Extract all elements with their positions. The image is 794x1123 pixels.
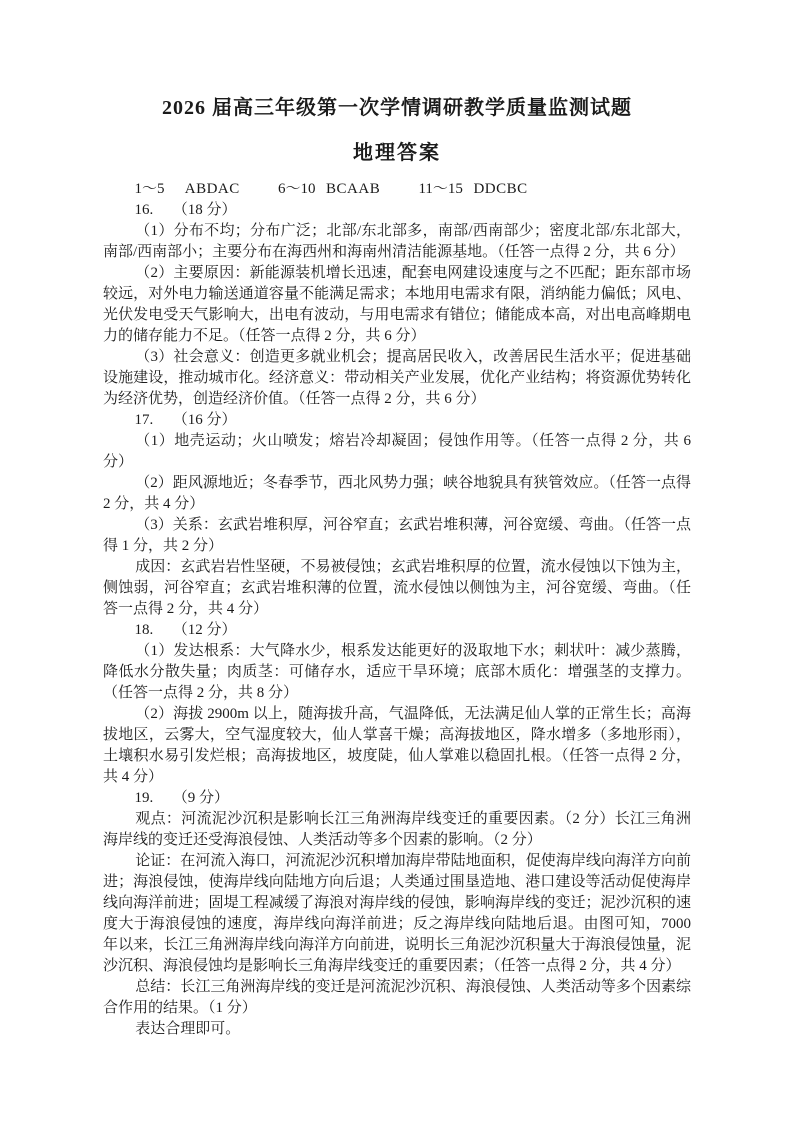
objective-answers-line xyxy=(103,179,691,200)
answers-content xyxy=(103,179,691,1040)
section-heading xyxy=(103,620,691,641)
page-subtitle: 地理答案 xyxy=(353,142,441,164)
answer-group xyxy=(278,179,380,200)
question-score: （16 分） xyxy=(172,412,237,428)
section-question-17 xyxy=(103,410,691,620)
answer-paragraph: （1）发达根系：大气降水少，根系发达能更好的汲取地下水；刺状叶：减少蒸腾，降低水分散失量；肉质茎：可储存水，适应干旱环境；底部木质化：增强茎的支撑力。（任答一点得 2 分，共 8 分） xyxy=(103,643,691,701)
answer-group xyxy=(135,179,240,200)
answer-paragraph: （3）社会意义：创造更多就业机会；提高居民收入，改善居民生活水平；促进基础设施建设，推动城市化。经济意义：带动相关产业发展，优化产业结构；将资源优势转化为经济优势，创造经济价值。（任答一点得 2 分，共 6 分） xyxy=(103,349,691,407)
answer-paragraph: （1）地壳运动；火山喷发；熔岩冷却凝固；侵蚀作用等。（任答一点得 2 分，共 6 分） xyxy=(103,433,691,470)
answer-letters: DDCBC xyxy=(473,181,528,197)
answer-paragraph: 总结：长江三角洲海岸线的变迁是河流泥沙沉积、海浪侵蚀、人类活动等多个因素综合作用的结果。（1 分） xyxy=(103,979,691,1016)
answer-group xyxy=(418,179,527,200)
answer-paragraph: （3）关系：玄武岩堆积厚，河谷窄直；玄武岩堆积薄，河谷宽缓、弯曲。（任答一点得 1 分，共 2 分） xyxy=(103,517,691,554)
answer-range: 6～10 xyxy=(278,181,316,197)
answer-range: 11～15 xyxy=(418,181,463,197)
answer-letters: ABDAC xyxy=(184,181,240,197)
answer-paragraph: 论证：在河流入海口，河流泥沙沉积增加海岸带陆地面积，促使海岸线向海洋方向前进；海浪侵蚀，使海岸线向陆地方向后退；人类通过围垦造地、港口建设等活动促使海岸线向海洋前进；固堤工程减缓了海浪对海岸线的侵蚀，影响海岸线的变迁；泥沙沉积的速度大于海浪侵蚀的速度，海岸线向海洋前进；反之海岸线向陆地后退。由图可知，7000 年以来，长江三角洲海岸线向海洋方向前进，说明长三角泥沙沉积量大于海浪侵蚀量，泥沙沉积、海浪侵蚀均是影响长三角海岸线变迁的重要因素；（任答一点得 2 分，共 4 分） xyxy=(103,853,691,974)
section-question-16 xyxy=(103,200,691,410)
answer-range: 1～5 xyxy=(134,181,165,197)
section-heading xyxy=(103,410,691,431)
section-heading xyxy=(103,788,691,809)
answer-paragraph: （1）分布不均；分布广泛；北部/东北部多，南部/西南部少；密度北部/东北部大，南部/西南部小；主要分布在海西州和海南州清洁能源基地。（任答一点得 2 分，共 6 分） xyxy=(103,223,691,260)
answer-letters: BCAAB xyxy=(326,181,381,197)
answer-paragraph: 表达合理即可。 xyxy=(135,1021,241,1037)
answer-paragraph: （2）距风源地近；冬春季节，西北风势力强；峡谷地貌具有狭管效应。（任答一点得 2 分，共 4 分） xyxy=(103,475,691,512)
answer-paragraph: 成因：玄武岩岩性坚硬，不易被侵蚀；玄武岩堆积厚的位置，流水侵蚀以下蚀为主，侧蚀弱，河谷窄直；玄武岩堆积薄的位置，流水侵蚀以侧蚀为主，河谷宽缓、弯曲。（任答一点得 2 分，共 4 分） xyxy=(103,559,691,617)
question-number: 18. xyxy=(134,622,154,638)
section-question-19 xyxy=(103,788,691,1040)
section-heading xyxy=(103,200,691,221)
page-title: 2026 届高三年级第一次学情调研教学质量监测试题 xyxy=(162,97,632,119)
question-score: （12 分） xyxy=(172,622,237,638)
section-question-18 xyxy=(103,620,691,788)
answer-paragraph: 观点：河流泥沙沉积是影响长江三角洲海岸线变迁的重要因素。（2 分）长江三角洲海岸线的变迁还受海浪侵蚀、人类活动等多个因素的影响。（2 分） xyxy=(103,811,691,848)
answer-paragraph: （2）主要原因：新能源装机增长迅速，配套电网建设速度与之不匹配；距东部市场较远，对外电力输送通道容量不能满足需求；本地用电需求有限，消纳能力偏低；风电、光伏发电受天气影响大，出电有波动，与用电需求有错位；储能成本高，对出电高峰期电力的储存能力不足。（任答一点得 2 分，共 6 分） xyxy=(103,265,691,344)
question-score: （18 分） xyxy=(172,202,237,218)
question-number: 17. xyxy=(134,412,154,428)
answer-paragraph: （2）海拔 2900m 以上，随海拔升高，气温降低，无法满足仙人掌的正常生长；高海拔地区，云雾大，空气湿度较大，仙人掌喜干燥；高海拔地区，降水增多（多地形雨），土壤积水易引发烂根；高海拔地区，坡度陡，仙人掌难以稳固扎根。（任答一点得 2 分，共 4 分） xyxy=(103,706,691,785)
question-number: 16. xyxy=(134,202,154,218)
question-score: （9 分） xyxy=(172,790,230,806)
question-number: 19. xyxy=(134,790,154,806)
